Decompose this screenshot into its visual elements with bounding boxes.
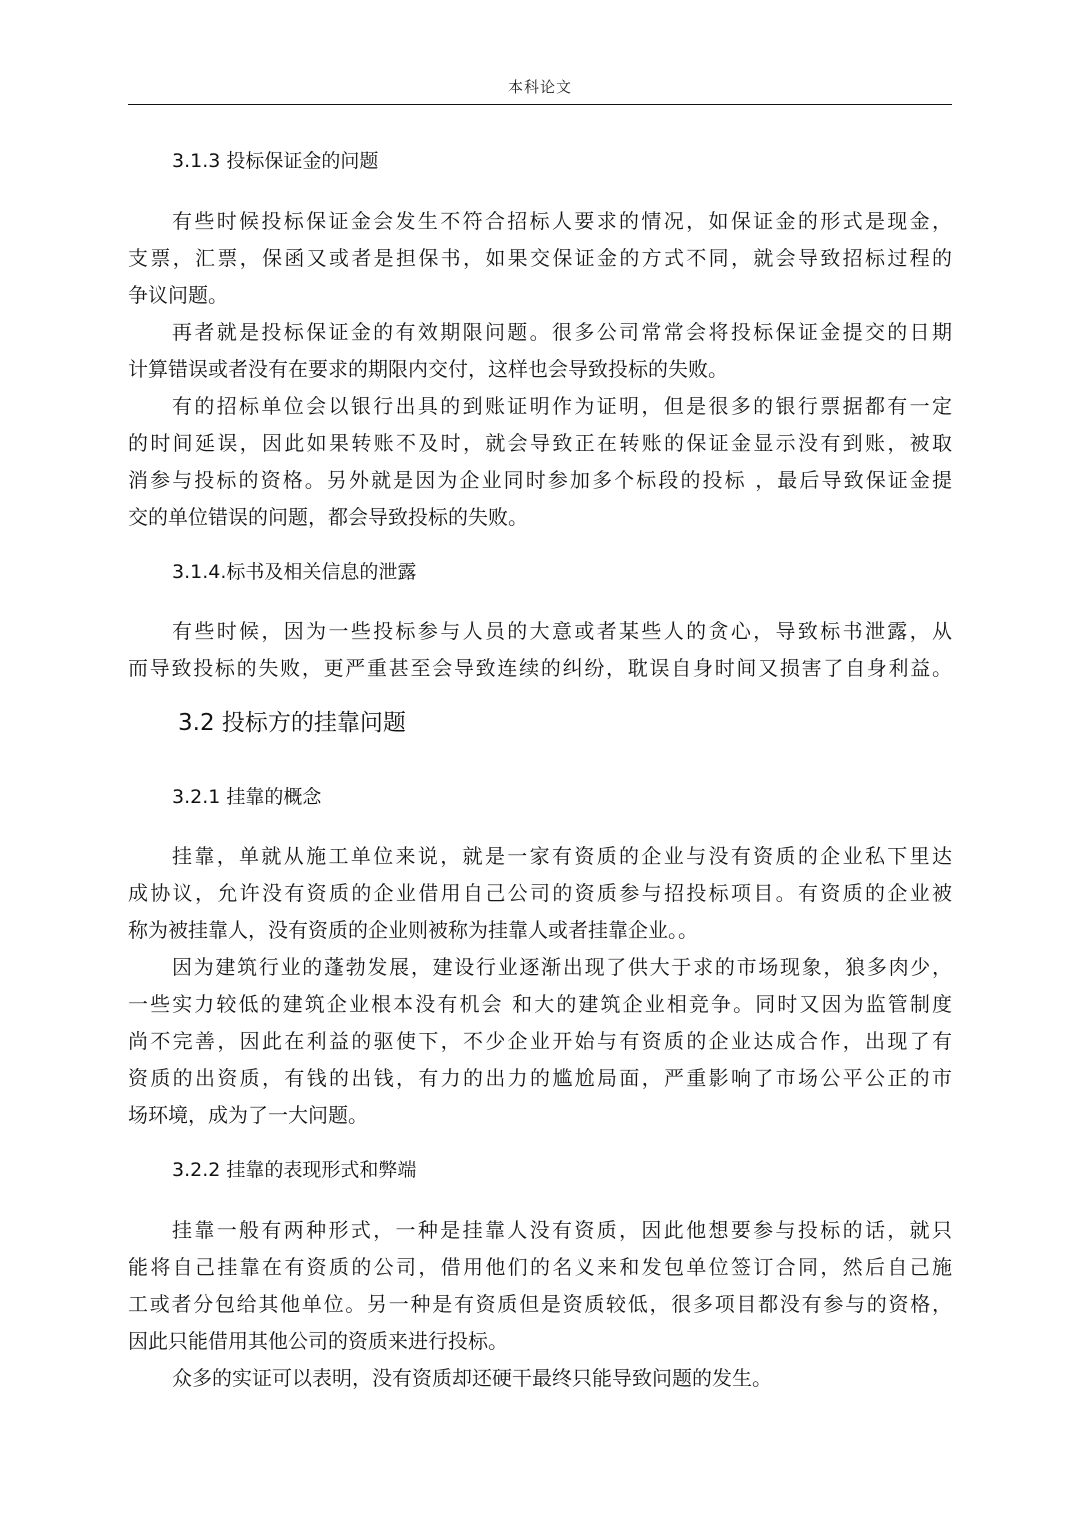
section-heading-3-2-2: 3.2.2 挂靠的表现形式和弊端 [172, 1159, 417, 1181]
paragraph-line: 有的招标单位会以银行出具的到账证明作为证明，但是很多的银行票据都有一定 [172, 394, 952, 418]
paragraph-line: 交的单位错误的问题，都会导致投标的失败。 [128, 505, 528, 529]
section-heading-3-1-3: 3.1.3 投标保证金的问题 [172, 150, 379, 172]
paragraph-line: 有些时候投标保证金会发生不符合招标人要求的情况，如保证金的形式是现金， [172, 209, 952, 233]
paragraph-line: 挂靠一般有两种形式，一种是挂靠人没有资质，因此他想要参与投标的话，就只 [172, 1218, 952, 1242]
paragraph-line: 消参与投标的资格。另外就是因为企业同时参加多个标段的投标 ，最后导致保证金提 [128, 468, 952, 492]
paragraph-line: 而导致投标的失败，更严重甚至会导致连续的纠纷，耽误自身时间又损害了自身利益。 [128, 656, 952, 680]
paragraph-line: 成协议，允许没有资质的企业借用自己公司的资质参与招投标项目。有资质的企业被 [128, 881, 952, 905]
header-divider [128, 104, 952, 105]
paragraph-line: 有些时候，因为一些投标参与人员的大意或者某些人的贪心，导致标书泄露，从 [172, 619, 952, 643]
paragraph-line: 工或者分包给其他单位。另一种是有资质但是资质较低，很多项目都没有参与的资格， [128, 1292, 952, 1316]
paragraph-line: 因此只能借用其他公司的资质来进行投标。 [128, 1329, 508, 1353]
paragraph-line: 称为被挂靠人，没有资质的企业则被称为挂靠人或者挂靠企业。。 [128, 918, 698, 942]
paragraph-line: 场环境，成为了一大问题。 [128, 1103, 368, 1127]
paragraph-line: 支票，汇票，保函又或者是担保书，如果交保证金的方式不同，就会导致招标过程的 [128, 246, 952, 270]
paragraph-line: 尚不完善，因此在利益的驱使下，不少企业开始与有资质的企业达成合作，出现了有 [128, 1029, 952, 1053]
paragraph-line: 的时间延误，因此如果转账不及时，就会导致正在转账的保证金显示没有到账，被取 [128, 431, 952, 455]
paragraph-line: 能将自己挂靠在有资质的公司，借用他们的名义来和发包单位签订合同，然后自己施 [128, 1255, 952, 1279]
paragraph-line: 众多的实证可以表明，没有资质却还硬干最终只能导致问题的发生。 [172, 1366, 772, 1390]
paragraph-line: 因为建筑行业的蓬勃发展，建设行业逐渐出现了供大于求的市场现象，狼多肉少， [172, 955, 952, 979]
page-header-title: 本科论文 [507, 78, 572, 96]
section-heading-3-2: 3.2 投标方的挂靠问题 [178, 710, 406, 736]
paragraph-line: 争议问题。 [128, 283, 228, 307]
paragraph-line: 资质的出资质，有钱的出钱，有力的出力的尴尬局面，严重影响了市场公平公正的市 [128, 1066, 952, 1090]
paragraph-line: 一些实力较低的建筑企业根本没有机会 和大的建筑企业相竞争。同时又因为监管制度 [128, 992, 952, 1016]
paragraph-line: 挂靠，单就从施工单位来说，就是一家有资质的企业与没有资质的企业私下里达 [172, 844, 952, 868]
paragraph-line: 计算错误或者没有在要求的期限内交付，这样也会导致投标的失败。 [128, 357, 728, 381]
paragraph-line: 再者就是投标保证金的有效期限问题。很多公司常常会将投标保证金提交的日期 [172, 320, 952, 344]
section-heading-3-2-1: 3.2.1 挂靠的概念 [172, 786, 322, 808]
section-heading-3-1-4: 3.1.4.标书及相关信息的泄露 [172, 561, 417, 583]
